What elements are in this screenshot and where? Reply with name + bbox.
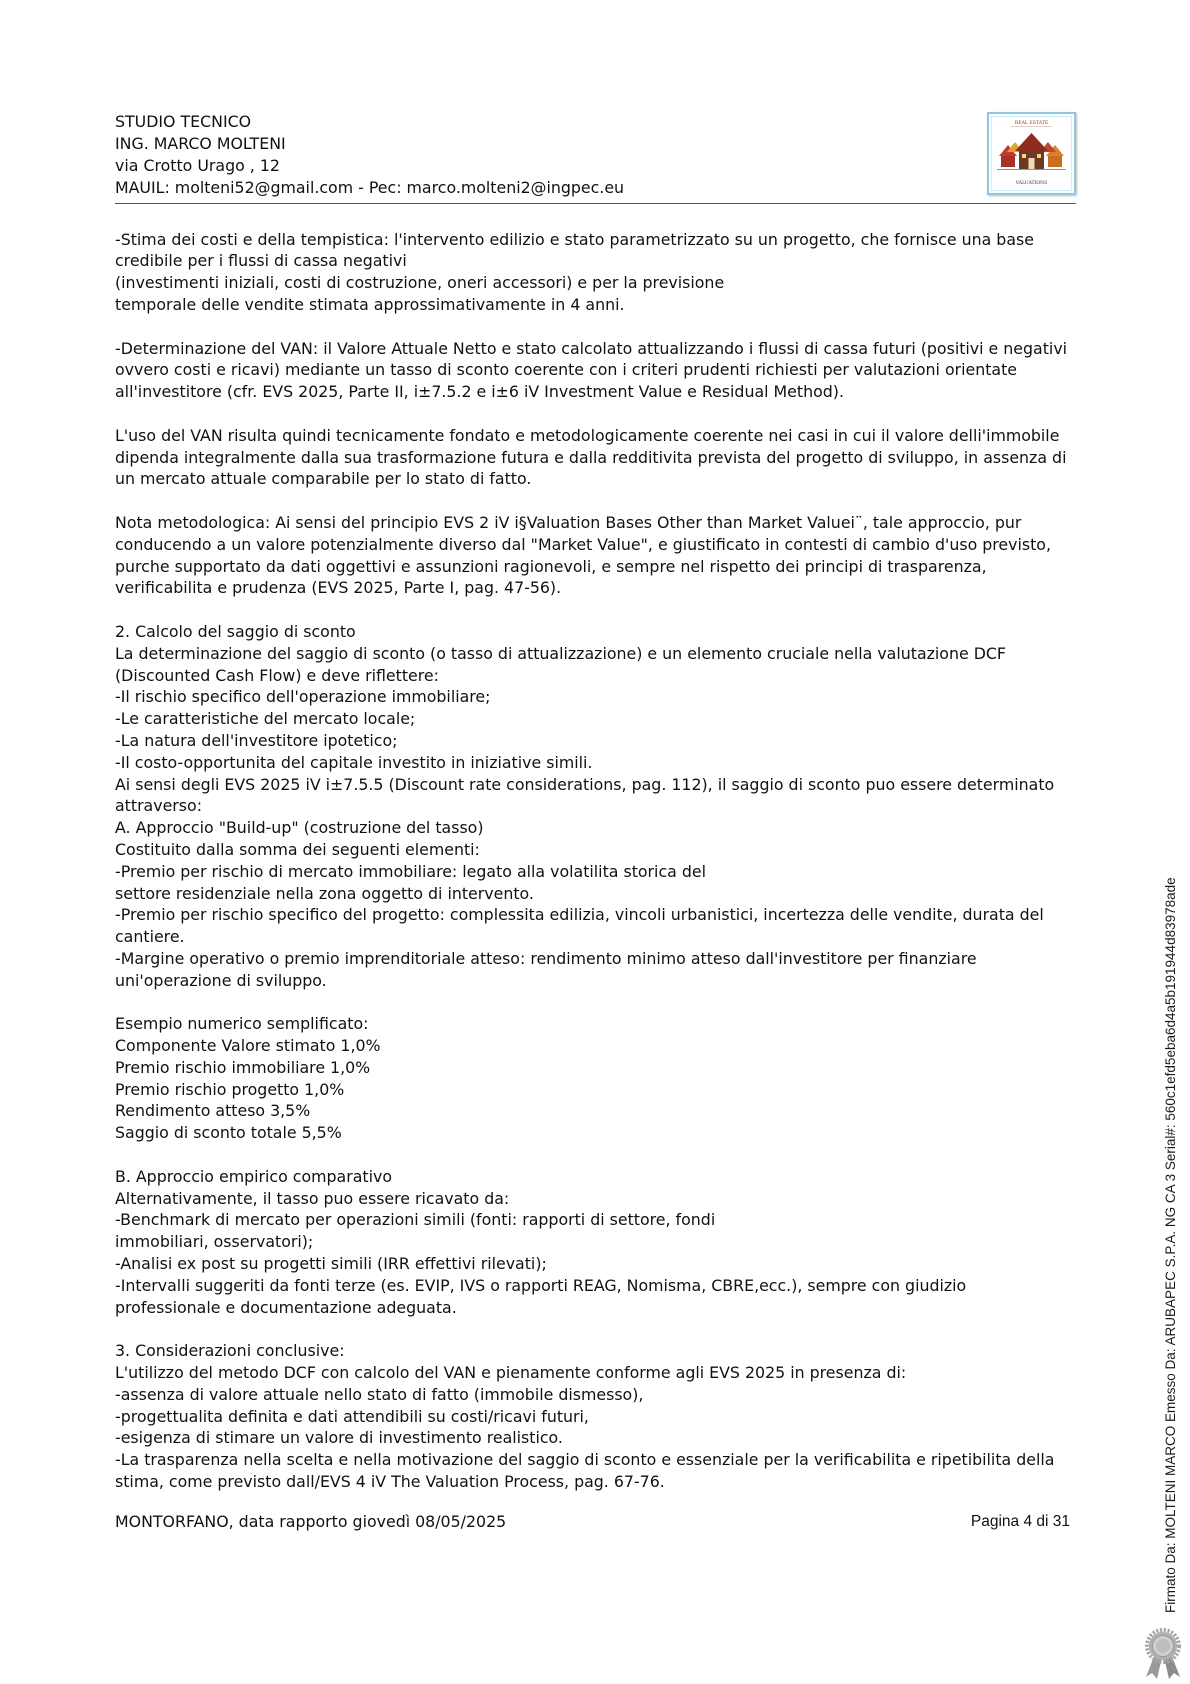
address: via Crotto Urago , 12 [115, 156, 280, 175]
text-line: -Il costo-opportunita del capitale investito in iniziative simili. [115, 752, 593, 772]
text-line: -Premio per rischio specifico del progetto: complessita edilizia, vincoli urbanistici, incertezza delle vendite, durata del [115, 905, 1044, 925]
text-line: un mercato attuale comparabile per lo stato di fatto. [115, 469, 532, 489]
text-line: (investimenti iniziali, costi di costruzione, oneri accessori) e per la previsione [115, 273, 725, 293]
text-line: immobiliari, osservatori); [115, 1232, 314, 1252]
text-line: (Discounted Cash Flow) e deve riflettere: [115, 665, 439, 685]
text-line: 2. Calcolo del saggio di sconto [115, 621, 356, 641]
text-line: Costituito dalla somma dei seguenti elementi: [115, 839, 480, 859]
text-line: Nota metodologica: Ai sensi del principio EVS 2 iV i§Valuation Bases Other than Market Valuei¨, tale approccio, pur [115, 512, 1022, 532]
text-line: cantiere. [115, 927, 185, 947]
engineer-name: ING. MARCO MOLTENI [115, 134, 286, 153]
text-line: -Stima dei costi e della tempistica: l'intervento edilizio e stato parametrizzato su un progetto, che fornisce una base [115, 229, 1034, 249]
text-line: Premio rischio progetto 1,0% [115, 1079, 345, 1099]
text-line: professionale e documentazione adeguata. [115, 1297, 457, 1317]
seal-rosette-icon [1140, 1626, 1186, 1680]
text-line: settore residenziale nella zona oggetto di intervento. [115, 883, 534, 903]
contact-emails: MAUIL: molteni52@gmail.com - Pec: marco.molteni2@ingpec.eu [115, 178, 625, 197]
text-line: -La natura dell'investitore ipotetico; [115, 730, 398, 750]
text-line: conducendo a un valore potenzialmente diverso dal "Market Value", e giustificato in contesti di cambio d'uso previsto, [115, 534, 1051, 554]
text-line: temporale delle vendite stimata approssimativamente in 4 anni. [115, 294, 625, 314]
seal-center [1156, 1639, 1170, 1653]
logo-bottom-text: VALUATIONS [1015, 181, 1048, 186]
report-body [115, 229, 1067, 1515]
text-line: -Il rischio specifico dell'operazione immobiliare; [115, 687, 491, 707]
text-line: Componente Valore stimato 1,0% [115, 1036, 381, 1056]
header-divider [115, 203, 1076, 204]
text-line: -Analisi ex post su progetti simili (IRR effettivi rilevati); [115, 1254, 547, 1274]
paragraph [115, 1166, 1067, 1319]
text-line: Saggio di sconto totale 5,5% [115, 1123, 342, 1143]
real-estate-valuations-logo [987, 112, 1076, 195]
text-line: dipenda integralmente dalla sua trasformazione futura e dalla redditivita prevista del progetto di sviluppo, in assenza di [115, 447, 1067, 467]
text-line: L'uso del VAN risulta quindi tecnicamente fondato e metodologicamente coerente nei casi in cui il valore delli'immobile [115, 425, 1060, 445]
text-line: -La trasparenza nella scelta e nella motivazione del saggio di sconto e essenziale per la verificabilita e ripetibilita della [115, 1450, 1055, 1470]
footer-location-date: MONTORFANO, data rapporto giovedì 08/05/2025 [115, 1512, 507, 1531]
text-line: -Benchmark di mercato per operazioni simili (fonti: rapporti di settore, fondi [115, 1210, 716, 1230]
paragraph [115, 338, 1067, 403]
text-line: Alternativamente, il tasso puo essere ricavato da: [115, 1188, 510, 1208]
letterhead [115, 111, 624, 199]
paragraph [115, 1013, 1067, 1144]
digital-signature-text: Firmato Da: MOLTENI MARCO Emesso Da: ARUBAPEC S.P.A. NG CA 3 Serial#: 560c1efd5eba6d4a5b191944d83978ade [1163, 877, 1178, 1613]
text-line: B. Approccio empirico comparativo [115, 1166, 392, 1186]
footer-page-number: Pagina 4 di 31 [970, 1513, 1070, 1530]
text-line: purche supportato da dati oggettivi e assunzioni ragionevoli, e sempre nel rispetto dei principi di trasparenza, [115, 556, 987, 576]
text-line: -Le caratteristiche del mercato locale; [115, 709, 416, 729]
text-line: -Intervalli suggeriti da fonti terze (es. EVIP, IVS o rapporti REAG, Nomisma, CBRE,ecc.), sempre con giudizio [115, 1275, 967, 1295]
text-line: ovvero costi e ricavi) mediante un tasso di sconto coerente con i criteri prudenti richiesti per valutazioni orientate [115, 360, 1018, 380]
text-line: -Determinazione del VAN: il Valore Attuale Netto e stato calcolato attualizzando i flussi di cassa futuri (positivi e negativi [115, 338, 1068, 358]
text-line: Ai sensi degli EVS 2025 iV i±7.5.5 (Discount rate considerations, pag. 112), il saggio di sconto puo essere determinato [115, 774, 1055, 794]
text-line: A. Approccio "Build-up" (costruzione del tasso) [115, 818, 484, 838]
text-line: Rendimento atteso 3,5% [115, 1101, 311, 1121]
seal-icon [1140, 1626, 1186, 1680]
paragraph [115, 621, 1067, 992]
paragraph [115, 1340, 1067, 1493]
text-line: -progettualita definita e dati attendibili su costi/ricavi futuri, [115, 1406, 589, 1426]
text-line: -assenza di valore attuale nello stato di fatto (immobile dismesso), [115, 1384, 644, 1404]
studio-name: STUDIO TECNICO [115, 112, 252, 131]
text-line: -Margine operativo o premio imprenditoriale atteso: rendimento minimo atteso dall'investitore per finanziare [115, 948, 977, 968]
text-line: credibile per i flussi di cassa negativi [115, 251, 407, 271]
text-line: L'utilizzo del metodo DCF con calcolo del VAN e pienamente conforme agli EVS 2025 in presenza di: [115, 1363, 907, 1383]
text-line: -Premio per rischio di mercato immobiliare: legato alla volatilita storica del [115, 861, 706, 881]
houses-logo-icon [987, 112, 1076, 195]
text-line: 3. Considerazioni conclusive: [115, 1341, 345, 1361]
text-line: attraverso: [115, 796, 203, 816]
text-line: La determinazione del saggio di sconto (o tasso di attualizzazione) e un elemento cruciale nella valutazione DCF [115, 643, 1006, 663]
text-line: stima, come previsto dall/EVS 4 iV The Valuation Process, pag. 67-76. [115, 1472, 665, 1492]
paragraph [115, 512, 1067, 599]
logo-top-text: REAL ESTATE [1014, 121, 1049, 126]
text-line: all'investitore (cfr. EVS 2025, Parte II, i±7.5.2 e i±6 iV Investment Value e Residual Method). [115, 382, 844, 402]
paragraph [115, 229, 1067, 316]
text-line: Esempio numerico semplificato: [115, 1014, 369, 1034]
text-line: -esigenza di stimare un valore di investimento realistico. [115, 1428, 563, 1448]
text-line: uni'operazione di sviluppo. [115, 970, 327, 990]
text-line: Premio rischio immobiliare 1,0% [115, 1057, 371, 1077]
paragraph [115, 425, 1067, 490]
text-line: verificabilita e prudenza (EVS 2025, Parte I, pag. 47-56). [115, 578, 562, 598]
